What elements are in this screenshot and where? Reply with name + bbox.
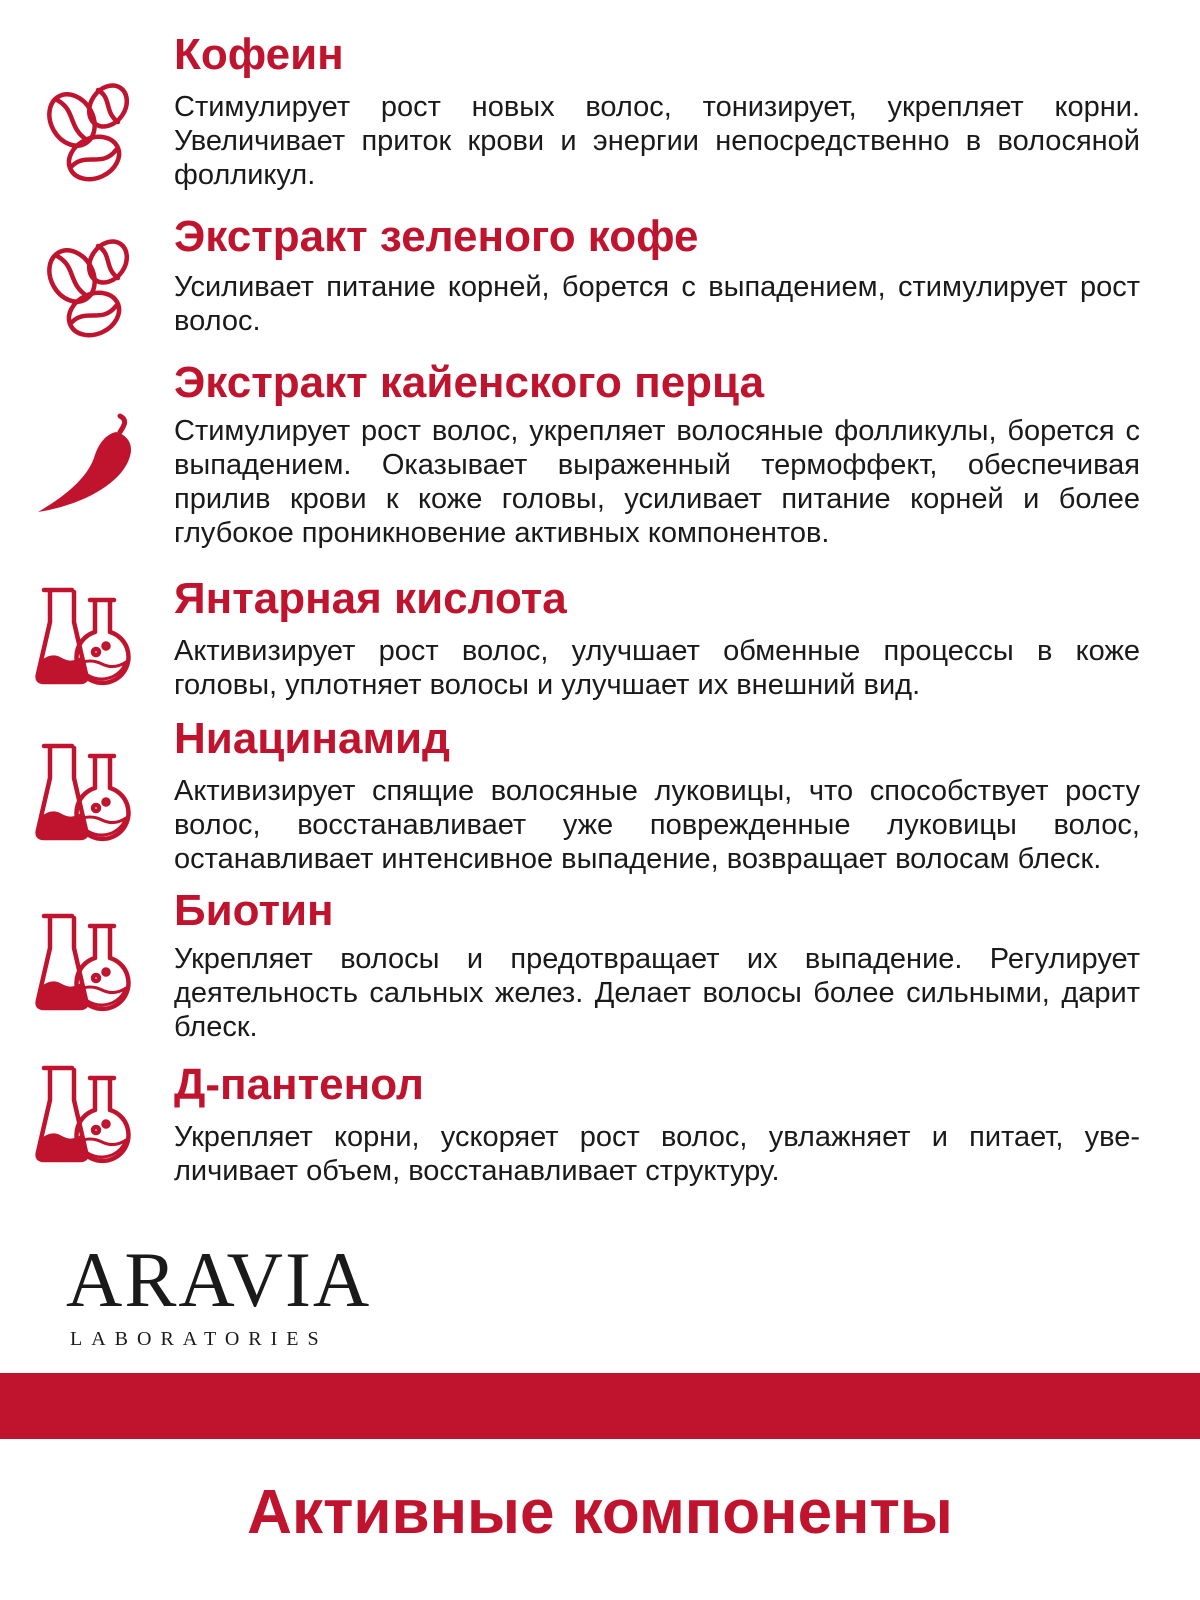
lab-flasks-icon: [32, 908, 142, 1018]
ingredient-title: Экстракт зеленого кофе: [174, 212, 699, 261]
ingredient-title: Ниацинамид: [174, 714, 450, 763]
page-title: Активные компоненты: [247, 1478, 953, 1547]
brand-wordmark: ARAVIA: [66, 1236, 372, 1323]
ingredient-title: Д-пантенол: [174, 1060, 424, 1109]
ingredient-description: Усиливает питание корней, борется с выпадением, стимулирует рост волос.: [174, 271, 1140, 337]
ingredient-title: Экстракт кайенского перца: [174, 358, 765, 407]
ingredient-description: Укрепляет корни, ускоряет рост волос, увлажняет и питает, уве-личивает объем, восстанавливает структуру.: [174, 1121, 1140, 1187]
lab-flasks-icon: [32, 1060, 142, 1170]
ingredient-title: Янтарная кислота: [174, 574, 567, 623]
lab-flasks-icon: [32, 582, 142, 692]
accent-band: [0, 1373, 1200, 1439]
ingredient-description: Активизирует рост волос, улучшает обменные процессы в коже головы, уплотняет волосы и улучшает их внешний вид.: [174, 635, 1140, 701]
ingredient-description: Активизирует спящие волосяные луковицы, что способствует росту волос, восстанавливает уже поврежденные луковицы волос, останавливает интенсивное выпадение, возвращает волосам блеск.: [174, 775, 1140, 875]
ingredient-title: Кофеин: [174, 30, 344, 79]
chili-pepper-icon: [32, 408, 142, 518]
ingredient-title: Биотин: [174, 886, 334, 935]
ingredient-description: Стимулирует рост новых волос, тонизирует, укрепляет корни. Увеличивает приток крови и энергии непосредственно в волосяной фолликул.: [174, 91, 1140, 191]
brand-logo: [66, 1236, 426, 1350]
ingredient-description: Укрепляет волосы и предотвращает их выпадение. Регулирует деятельность сальных желез. Делает волосы более сильными, дарит блеск.: [174, 943, 1140, 1043]
lab-flasks-icon: [32, 738, 142, 848]
ingredient-description: Стимулирует рост волос, укрепляет волосяные фолликулы, борется с выпадением. Оказывает выраженный термоффект, обеспечивая прилив крови к коже головы, усиливает питание корней и более глубокое проникновение активных компонентов.: [174, 415, 1140, 549]
brand-subtitle: LABORATORIES: [70, 1328, 328, 1350]
coffee-beans-icon: [32, 76, 142, 186]
coffee-beans-icon: [32, 232, 142, 342]
